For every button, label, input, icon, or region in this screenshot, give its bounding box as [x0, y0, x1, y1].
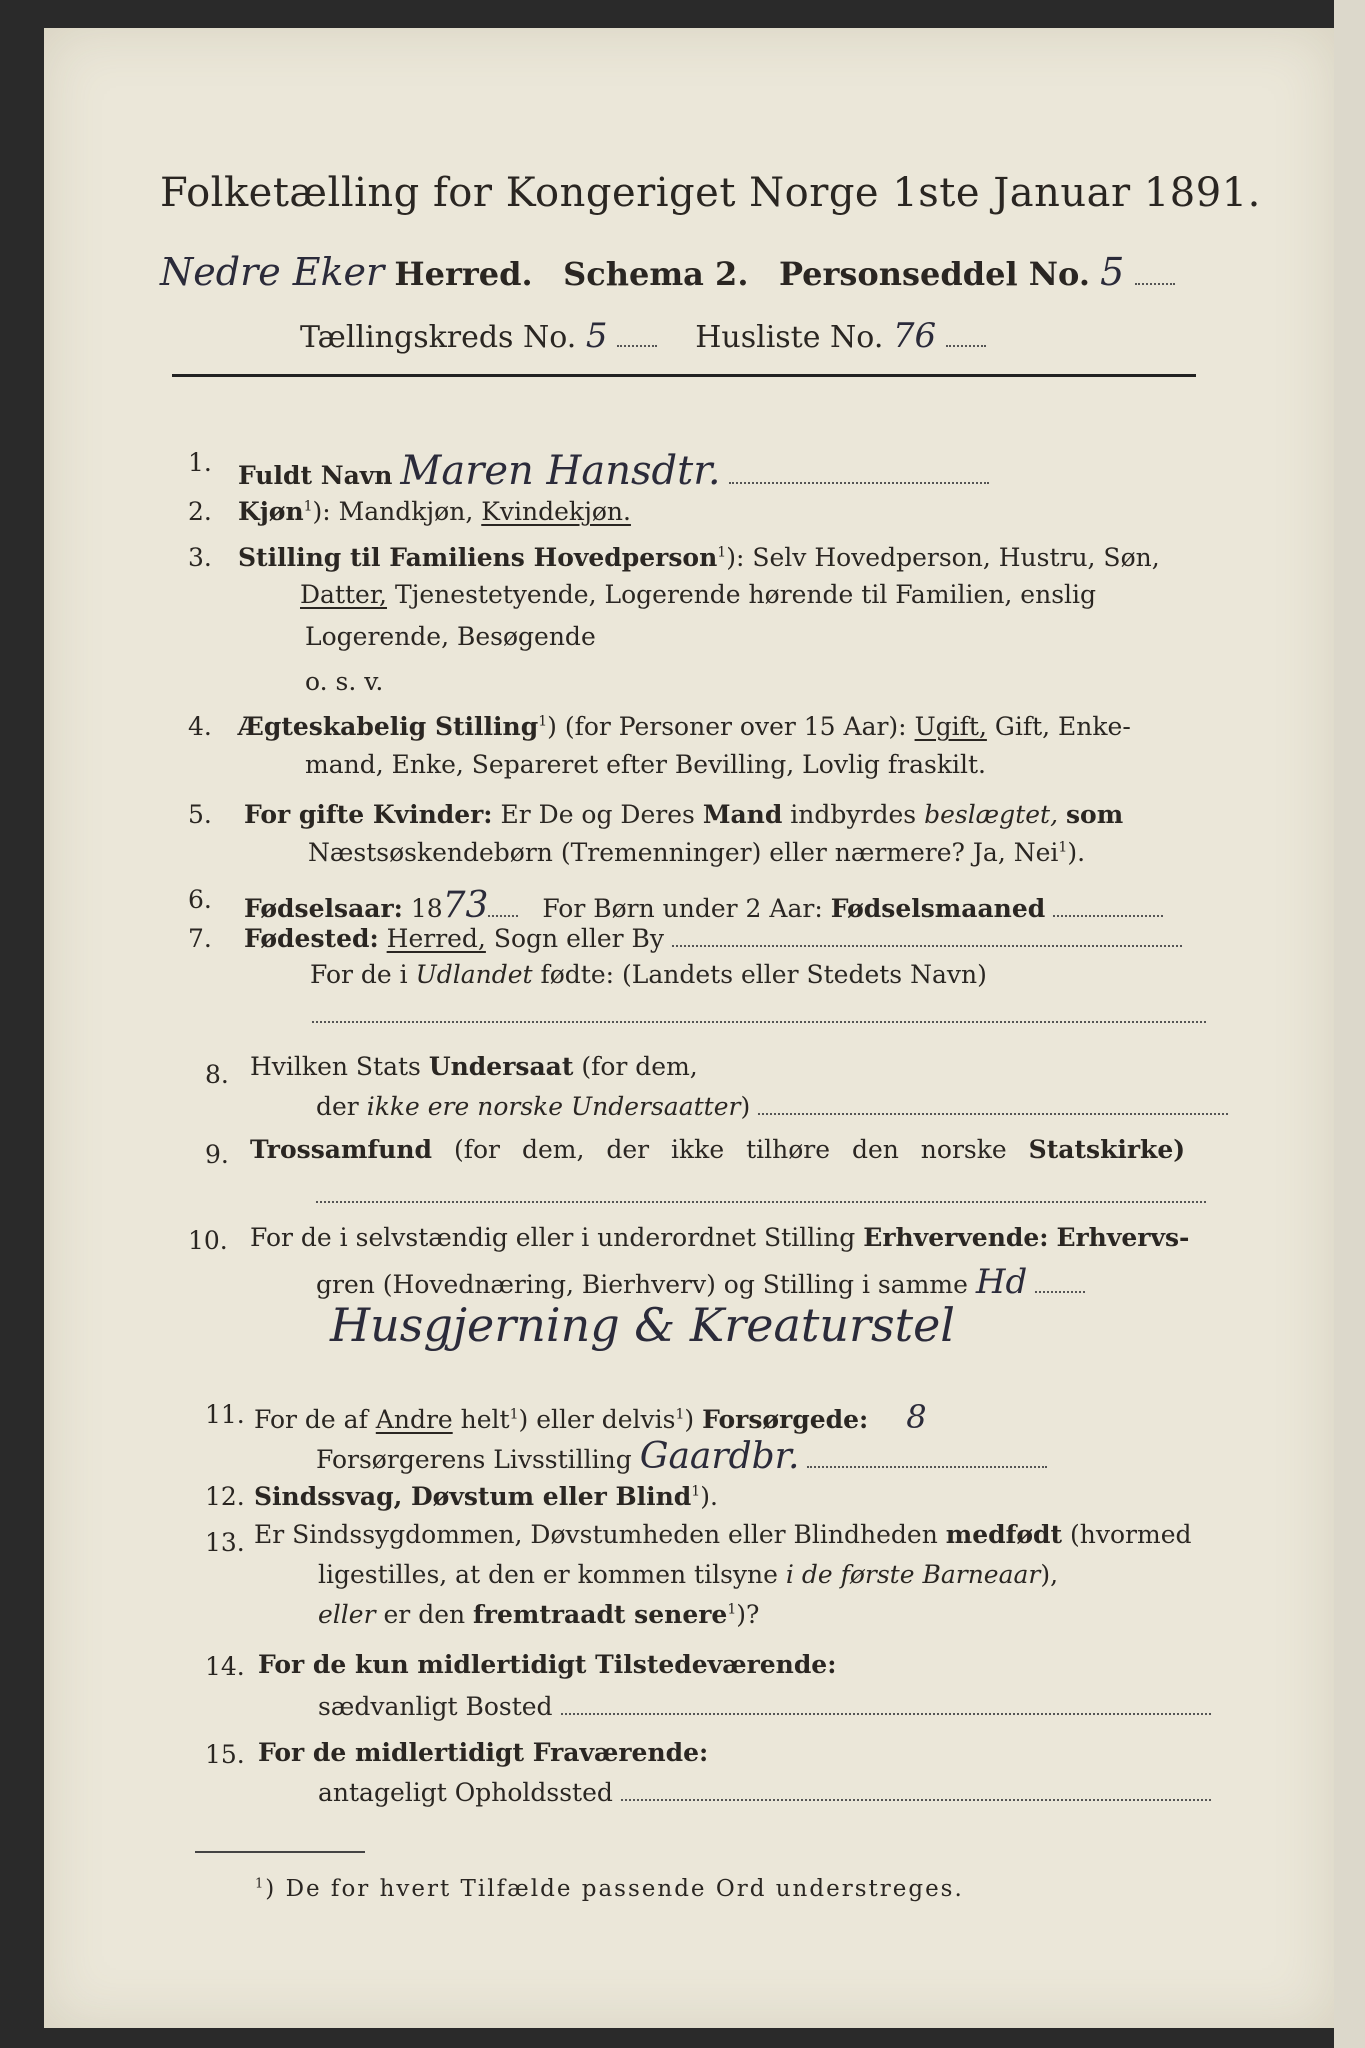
q10-label2: Erhvervs- — [1056, 1223, 1190, 1252]
q13-text-a: Er Sindssygdommen, Døvstumheden eller Blindheden — [254, 1520, 938, 1549]
q6-row — [244, 885, 1163, 926]
dotted-line — [946, 344, 986, 347]
q10-line3 — [330, 1298, 955, 1352]
footnote-sup: 1 — [255, 1876, 266, 1892]
q5-line1c: som — [1065, 800, 1124, 829]
q8-label: Undersaat — [428, 1052, 574, 1081]
q13-line2b: ), — [1040, 1560, 1059, 1589]
kreds-line — [300, 316, 986, 356]
q4-sup: 1 — [538, 713, 548, 730]
schema-label: Schema 2. — [563, 255, 749, 293]
q13-line2a: ligestilles, at den er kommen tilsyne — [318, 1560, 778, 1589]
item-number: 15. — [205, 1740, 245, 1769]
dotted-line — [1035, 1290, 1085, 1293]
q13-line3b: er den — [383, 1600, 466, 1629]
q3-line1 — [238, 543, 1160, 572]
q13-line3 — [318, 1600, 759, 1629]
q4-underlined: Ugift, — [914, 712, 987, 741]
q9-line1 — [250, 1135, 1185, 1164]
q6-label: Fødselsaar: — [244, 894, 403, 923]
q5-label: For gifte Kvinder: — [244, 800, 493, 829]
q13-line2 — [318, 1560, 1058, 1589]
q11-line1 — [254, 1398, 927, 1436]
q11-text-b: helt — [460, 1405, 510, 1434]
q13-line3end: )? — [736, 1600, 760, 1629]
item-number: 4. — [188, 712, 212, 741]
q8-italic: ikke ere norske Undersaatter — [366, 1092, 741, 1121]
q3-line3: Logerende, Besøgende — [305, 622, 596, 651]
personseddel-label: Personseddel No. — [778, 255, 1090, 293]
q11-underlined: Andre — [375, 1405, 453, 1434]
q6-value: 73 — [442, 885, 489, 926]
dotted-line — [561, 1712, 1211, 1715]
q15-label: For de midlertidigt Fraværende: — [258, 1738, 709, 1767]
q9-label: Trossamfund — [250, 1135, 433, 1164]
q3-label: Stilling til Familiens Hovedperson — [238, 543, 718, 572]
q3-underlined: Datter, — [300, 580, 387, 609]
q11-sup: 1 — [509, 1406, 519, 1423]
q2-text-a: ): Mandkjøn, — [312, 497, 474, 526]
q3-line1-text: ): Selv Hovedperson, Hustru, Søn, — [726, 543, 1160, 572]
item-number: 5. — [188, 800, 212, 829]
q11-label: Forsørgede: — [702, 1405, 869, 1434]
item-number: 14. — [205, 1652, 245, 1681]
q7-line3 — [312, 1000, 1206, 1029]
q10-value: Husgjerning & Kreaturstel — [330, 1298, 955, 1352]
q14-label: For de kun midlertidigt Tilstedeværende: — [258, 1650, 837, 1679]
q11-text-d: ) — [684, 1405, 695, 1434]
q15-line1 — [258, 1738, 708, 1767]
q4-line2: mand, Enke, Separeret efter Bevilling, Lovlig fraskilt. — [305, 750, 986, 779]
dotted-line — [1135, 282, 1175, 285]
q11-text-a: For de af — [254, 1405, 368, 1434]
q5-line1a: Er De og Deres — [500, 800, 695, 829]
q4-label: Ægteskabelig Stilling — [238, 712, 539, 741]
kreds-label: Tællingskreds No. — [300, 320, 577, 355]
q2-row — [238, 497, 631, 526]
kreds-value: 5 — [585, 316, 608, 356]
item-number: 8. — [205, 1060, 229, 1089]
dotted-line — [807, 1465, 1047, 1468]
q11-mark: 8 — [906, 1398, 927, 1436]
header-rule — [172, 374, 1196, 377]
q13-italic: i de første Barneaar — [785, 1560, 1041, 1589]
item-number: 7. — [188, 924, 212, 953]
q8-line2b: ) — [740, 1092, 751, 1121]
q15-line2: antageligt Opholdssted — [318, 1778, 613, 1807]
q13-text-b: (hvormed — [1070, 1520, 1192, 1549]
q4-line1a: ) (for Personer over 15 Aar): — [547, 712, 907, 741]
q7-text: Sogn eller By — [493, 924, 665, 953]
item-number: 2. — [188, 497, 212, 526]
q8-text-a: Hvilken Stats — [250, 1052, 421, 1081]
dotted-line — [1053, 914, 1163, 917]
q14-line2 — [318, 1692, 1211, 1721]
item-number: 6. — [188, 885, 212, 914]
item-number: 13. — [205, 1528, 245, 1557]
herred-line — [160, 250, 1175, 294]
q5-line2 — [308, 838, 1085, 867]
q5-line2-text: Næstsøskendebørn (Tremenninger) eller nærmere? Ja, Nei — [308, 838, 1059, 867]
q15-line2 — [318, 1778, 1211, 1807]
dotted-line — [758, 1112, 1228, 1115]
q1-row — [238, 448, 989, 494]
dotted-line — [617, 344, 657, 347]
q3-line4: o. s. v. — [305, 667, 384, 696]
q2-text-b: Kvindekjøn. — [481, 497, 631, 526]
herred-handwritten: Nedre Eker — [160, 250, 385, 294]
q7-line2a: For de i — [310, 960, 408, 989]
q13-line3a: eller — [318, 1600, 376, 1629]
q3-line2-text: Tjenestetyende, Logerende hørende til Familien, enslig — [394, 580, 1097, 609]
q13-sup: 1 — [727, 1601, 737, 1618]
footnote-rule — [195, 1851, 365, 1853]
q5-line2-end: ). — [1067, 838, 1086, 867]
q14-line2: sædvanligt Bosted — [318, 1692, 553, 1721]
q9-line2 — [316, 1180, 1206, 1209]
q1-label: Fuldt Navn — [238, 461, 393, 490]
q7-italic: Udlandet — [415, 960, 533, 989]
q5-mand: Mand — [702, 800, 783, 829]
q11-sup: 1 — [675, 1406, 685, 1423]
dotted-line — [312, 1020, 1206, 1023]
q7-line2 — [310, 960, 987, 989]
q5-sup: 1 — [1058, 839, 1068, 856]
q14-line1 — [258, 1650, 836, 1679]
q5-line1b: indbyrdes — [790, 800, 917, 829]
herred-label: Herred. — [394, 255, 533, 293]
item-number: 1. — [188, 448, 212, 477]
scan-edge — [1334, 0, 1365, 2048]
q4-line1 — [238, 712, 1131, 741]
form-title: Folketælling for Kongeriget Norge 1ste Januar 1891. — [160, 170, 1261, 216]
item-number: 10. — [188, 1226, 228, 1255]
q2-label: Kjøn — [238, 497, 304, 526]
q2-sup: 1 — [303, 498, 313, 515]
q7-line1 — [244, 924, 1182, 953]
husliste-label: Husliste No. — [695, 320, 884, 355]
q10-label: Erhvervende: — [863, 1223, 1049, 1252]
item-number: 11. — [205, 1400, 245, 1429]
q8-text-b: (for dem, — [581, 1052, 698, 1081]
q12-label: Sindssvag, Døvstum eller Blind — [254, 1482, 692, 1511]
q11-line2 — [316, 1436, 1047, 1477]
q3-line2 — [300, 580, 1096, 609]
husliste-value: 76 — [892, 316, 937, 356]
dotted-line — [672, 944, 1182, 947]
q13-line1 — [254, 1520, 1192, 1549]
q11-text-c: ) eller delvis — [518, 1405, 676, 1434]
q11-value: Gaardbr. — [639, 1436, 800, 1477]
q12-sup: 1 — [691, 1483, 701, 1500]
q10-mark: Hd — [975, 1262, 1028, 1302]
item-number: 12. — [205, 1482, 245, 1511]
q12-row — [254, 1482, 718, 1511]
q10-line1 — [250, 1223, 1189, 1252]
q11-line2: Forsørgerens Livsstilling — [316, 1445, 632, 1474]
q3-sup: 1 — [717, 544, 727, 561]
q9-label2: Statskirke) — [1028, 1135, 1186, 1164]
q10-line2: gren (Hovednæring, Bierhverv) og Stilling i samme — [316, 1270, 968, 1299]
item-number: 9. — [205, 1140, 229, 1169]
q5-line1 — [244, 800, 1123, 829]
q1-value: Maren Hansdtr. — [400, 448, 721, 494]
q6-prefix: 18 — [410, 894, 443, 923]
footnote — [255, 1876, 964, 1902]
q10-line2 — [316, 1262, 1085, 1302]
footnote-text: ) De for hvert Tilfælde passende Ord understreges. — [265, 1876, 964, 1902]
q5-italic: beslægtet, — [924, 800, 1059, 829]
personseddel-value: 5 — [1100, 250, 1125, 294]
dotted-line — [729, 481, 989, 484]
q9-text: (for dem, der ikke tilhøre den norske — [453, 1135, 1007, 1164]
dotted-line — [316, 1200, 1206, 1203]
q10-text-a: For de i selvstændig eller i underordnet Stilling — [250, 1223, 856, 1252]
q13-label: medfødt — [945, 1520, 1063, 1549]
q8-line2 — [316, 1092, 1228, 1121]
q12-end: ). — [700, 1482, 718, 1511]
q8-line1 — [250, 1052, 698, 1081]
item-number: 3. — [188, 543, 212, 572]
q13-label2: fremtraadt senere — [473, 1600, 728, 1629]
q4-line1b: Gift, Enke- — [994, 712, 1131, 741]
q7-line2b: fødte: (Landets eller Stedets Navn) — [540, 960, 987, 989]
q8-line2a: der — [316, 1092, 359, 1121]
q7-underlined: Herred, — [386, 924, 486, 953]
dotted-line — [621, 1798, 1211, 1801]
q6-label2: Fødselsmaaned — [830, 894, 1046, 923]
q6-text: For Børn under 2 Aar: — [542, 894, 823, 923]
q7-label: Fødested: — [244, 924, 379, 953]
dotted-line — [488, 914, 518, 917]
